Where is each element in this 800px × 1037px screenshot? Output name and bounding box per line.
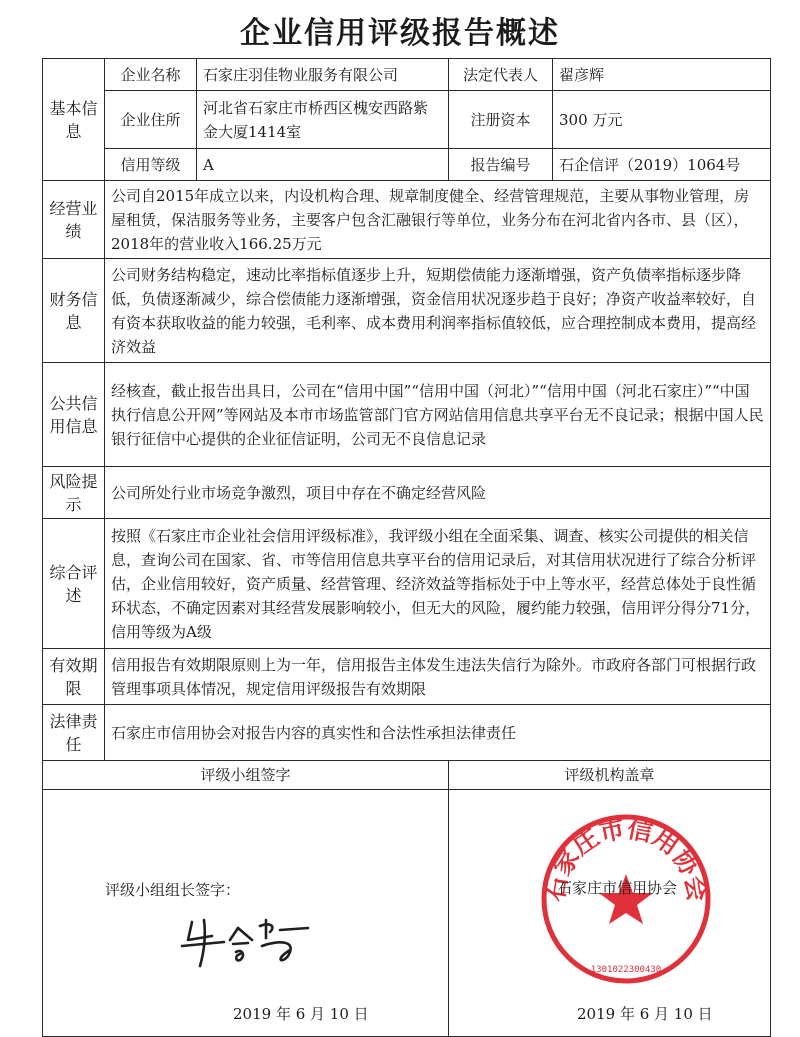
- seal-code: 1301022300430: [590, 965, 662, 975]
- team-signature-cell: [43, 790, 449, 1037]
- risk-text: 公司所处行业市场竞争激烈，项目中存在不确定经营风险: [105, 467, 771, 519]
- finance-text: 公司财务结构稳定，速动比率指标值逐步上升，短期偿债能力逐渐增强，资产负债率指标逐步降低，负债逐渐减少，综合偿债能力逐渐增强，资金信用状况逐步趋于良好；净资产收益率较好，自有资本获取收益的能力较强，毛利率、成本费用利润率指标值较低，应合理控制成本费用，提高经济效益: [105, 259, 771, 363]
- section-label-risk: 风险提示: [43, 467, 105, 519]
- rating-label: 信用等级: [105, 149, 197, 181]
- summary-text: 按照《石家庄市企业社会信用评级标准》，我评级小组在全面采集、调查、核实公司提供的相关信息，查询公司在国家、省、市等信用信息共享平台的信用记录后，对其信用状况进行了综合分析评估，企业信用较好，资产质量、经营管理、经济效益等指标处于中上等水平，经营总体处于良性循环状态，不确定因素对其经营发展影响较小，但无大的风险，履约能力较强，信用评分得分71分，信用等级为A级: [105, 519, 771, 649]
- team-signature-header: 评级小组签字: [43, 761, 449, 790]
- table-row: [43, 761, 771, 790]
- team-date: 2019 年 6 月 10 日: [233, 1005, 369, 1023]
- table-row: [43, 467, 771, 519]
- section-label-summary: 综合评述: [43, 519, 105, 649]
- address-value: 河北省石家庄市桥西区槐安西路紫金大厦1414室: [197, 91, 449, 149]
- org-name-label: 石家庄市信用协会: [557, 879, 678, 897]
- section-label-legal: 法律责任: [43, 705, 105, 761]
- section-label-finance: 财务信息: [43, 259, 105, 363]
- company-name-label: 企业名称: [105, 59, 197, 91]
- table-row: [43, 149, 771, 181]
- table-row: [43, 363, 771, 467]
- table-row: [43, 59, 771, 91]
- report-no-value: 石企信评（2019）1064号: [553, 149, 771, 181]
- table-row: [43, 649, 771, 705]
- org-seal-cell: [449, 790, 771, 1037]
- address-label: 企业住所: [105, 91, 197, 149]
- legal-rep-value: 翟彦辉: [553, 59, 771, 91]
- capital-value: 300 万元: [553, 91, 771, 149]
- report-table: [42, 58, 771, 1037]
- table-row: [43, 705, 771, 761]
- leader-signature-label: 评级小组组长签字：: [105, 881, 241, 899]
- public-credit-text: 经核查，截止报告出具日，公司在“信用中国”“信用中国（河北）”“信用中国（河北石家庄）”“中国执行信息公开网”等网站及本市市场监管部门官方网站信用信息共享平台无不良记录；根据中国人民银行征信中心提供的企业征信证明，公司无不良信息记录: [105, 363, 771, 467]
- validity-text: 信用报告有效期限原则上为一年，信用报告主体发生违法失信行为除外。市政府各部门可根据行政管理事项具体情况，规定信用评级报告有效期限: [105, 649, 771, 705]
- table-row: [43, 91, 771, 149]
- legal-rep-label: 法定代表人: [449, 59, 553, 91]
- report-no-label: 报告编号: [449, 149, 553, 181]
- section-label-validity: 有效期限: [43, 649, 105, 705]
- company-name-value: 石家庄羽佳物业服务有限公司: [197, 59, 449, 91]
- table-row: [43, 181, 771, 259]
- org-seal-header: 评级机构盖章: [449, 761, 771, 790]
- table-row: [43, 790, 771, 1037]
- table-row: [43, 519, 771, 649]
- page-title: 企业信用评级报告概述: [240, 16, 560, 51]
- legal-text: 石家庄市信用协会对报告内容的真实性和合法性承担法律责任: [105, 705, 771, 761]
- section-label-business: 经营业绩: [43, 181, 105, 259]
- business-text: 公司自2015年成立以来，内设机构合理、规章制度健全、经营管理规范，主要从事物业管理，房屋租赁，保洁服务等业务，主要客户包含汇融银行等单位，业务分布在河北省内各市、县（区），2018年的营业收入166.25万元: [105, 181, 771, 259]
- official-seal-stamp: [539, 812, 713, 993]
- capital-label: 注册资本: [449, 91, 553, 149]
- table-row: [43, 259, 771, 363]
- handwritten-signature: [178, 910, 328, 977]
- seal-arc-text: 石家庄市信用协会: [540, 813, 712, 904]
- section-label-basic: 基本信息: [43, 59, 105, 181]
- section-label-public-credit: 公共信用信息: [43, 363, 105, 467]
- org-date: 2019 年 6 月 10 日: [577, 1005, 713, 1023]
- rating-value: A: [197, 149, 449, 181]
